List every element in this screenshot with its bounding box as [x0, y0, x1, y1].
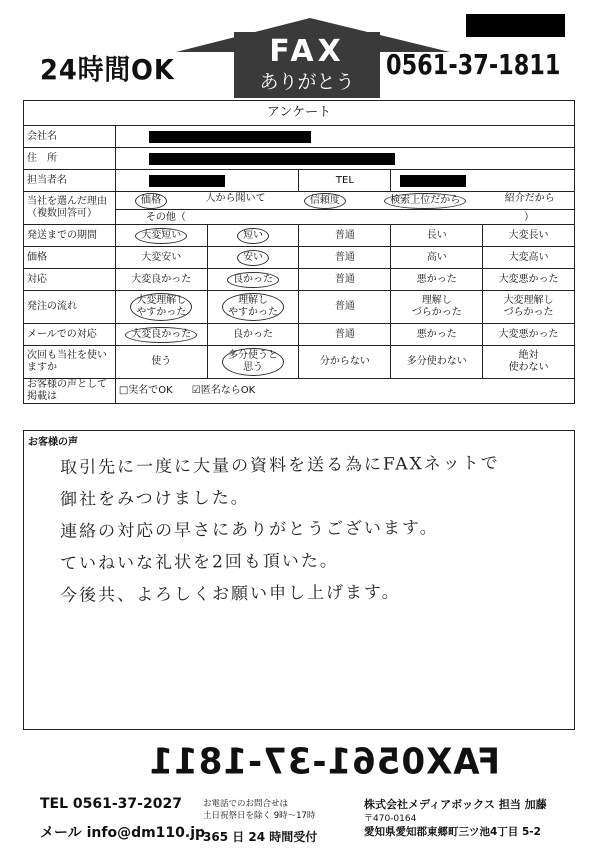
rating-option-cell — [207, 247, 299, 269]
footer-company: 株式会社メディアボックス 担当 加藤 — [364, 798, 547, 811]
rating-option-cell — [299, 225, 391, 247]
rating-option-cell — [483, 346, 575, 379]
rating-option[interactable]: 大変悪かった — [498, 328, 559, 340]
rating-option-cell — [115, 269, 207, 291]
rating-option-cell — [483, 225, 575, 247]
tel-field[interactable] — [391, 170, 575, 192]
survey-table — [23, 100, 575, 404]
rating-option[interactable]: 理解し づらかった — [411, 295, 462, 318]
rating-option-cell — [207, 291, 299, 324]
rating-option-cell — [115, 324, 207, 346]
rating-option[interactable]: 絶対 使わない — [508, 350, 549, 373]
rating-option[interactable]: 大変長い — [508, 229, 549, 241]
reason-options-line — [116, 193, 574, 209]
customer-voice-title: お客様の声 — [28, 437, 78, 448]
rating-option[interactable]: 大変良かった — [131, 273, 192, 285]
header-fax: FAX — [269, 34, 345, 69]
rating-option-cell — [299, 324, 391, 346]
reason-other-close: ） — [524, 211, 534, 223]
rating-option-cell — [299, 247, 391, 269]
rating-row — [24, 346, 575, 379]
rating-row-label: 発注の流れ — [24, 291, 116, 324]
rating-option[interactable]: 普通 — [334, 251, 355, 263]
rating-option-cell — [115, 247, 207, 269]
rating-option-cell — [207, 269, 299, 291]
rating-row — [24, 291, 575, 324]
rating-option[interactable]: 大変理解し やすかった — [130, 293, 192, 321]
address-field[interactable] — [115, 148, 574, 170]
rating-option-cell — [115, 291, 207, 324]
rating-option-cell — [299, 291, 391, 324]
voice-line: 連絡の対応の早さにありがとうございます。 — [59, 518, 439, 542]
footer-zip: 〒470-0164 — [364, 814, 417, 824]
rating-option[interactable]: 良かった — [233, 328, 274, 340]
voice-line: 取引先に一度に大量の資料を送る為にFAXネットで — [59, 453, 500, 478]
rating-option[interactable]: 大変理解し づらかった — [503, 295, 554, 318]
rating-option-cell — [299, 269, 391, 291]
reason-option[interactable]: 人から聞いて — [205, 192, 266, 204]
rating-option-cell — [483, 291, 575, 324]
rating-option-cell — [115, 346, 207, 379]
voice-line: 今後共、よろしくお願い申し上げます。 — [59, 582, 401, 606]
redaction-top — [466, 14, 565, 37]
rating-option[interactable]: 大変安い — [141, 251, 182, 263]
reason-options — [115, 192, 574, 225]
rating-option-cell — [391, 247, 483, 269]
voice-line: 御社をみつけました。 — [59, 488, 250, 510]
rating-option[interactable]: 分からない — [319, 356, 370, 367]
rating-row — [24, 324, 575, 346]
rating-option[interactable]: 大変悪かった — [498, 273, 559, 285]
footer-hours: 土日祝祭日を除く 9時〜17時 — [203, 811, 316, 821]
rating-option-cell — [207, 324, 299, 346]
rating-row-label: 次回も当社を使いますか — [24, 346, 116, 379]
company-label: 会社名 — [24, 126, 116, 148]
rating-option[interactable]: 普通 — [334, 273, 355, 285]
rating-option[interactable]: 短い — [237, 228, 269, 244]
rating-option[interactable]: 安い — [237, 250, 269, 266]
header-phone: 0561-37-1811 — [386, 48, 561, 81]
rating-option[interactable]: 長い — [426, 229, 447, 241]
rating-row-label: メールでの対応 — [24, 324, 116, 346]
customer-voice-box — [23, 430, 575, 730]
rating-option[interactable]: 大変短い — [135, 228, 187, 244]
rating-option[interactable]: 高い — [426, 251, 447, 263]
reason-option[interactable]: 検索上位だから — [384, 193, 466, 209]
voice-line: ていねいな礼状を2回も頂いた。 — [59, 551, 339, 574]
address-label: 住 所 — [24, 148, 116, 170]
header-thanks: ありがとう — [259, 71, 355, 93]
footer-inquiry: お電話でのお問合せは — [203, 799, 289, 809]
rating-option[interactable]: 多分使わない — [406, 356, 467, 367]
reason-option[interactable]: 信頼度 — [304, 193, 346, 209]
reason-option[interactable]: 価格 — [135, 193, 167, 209]
header-24h-badge: 24時間OK — [40, 53, 175, 86]
rating-option[interactable]: 大変高い — [508, 251, 549, 263]
rating-option[interactable]: 大変良かった — [125, 327, 197, 343]
rating-option[interactable]: 良かった — [227, 272, 279, 288]
rating-option[interactable]: 普通 — [334, 301, 355, 312]
publish-real-name-checkbox[interactable]: □実名でOK — [118, 385, 173, 396]
rating-option[interactable]: 多分使うと 思う — [222, 348, 284, 376]
rating-option[interactable]: 普通 — [334, 328, 355, 340]
rating-option[interactable]: 理解し やすかった — [222, 293, 284, 321]
tel-label: TEL — [299, 170, 391, 192]
rating-option-cell — [391, 291, 483, 324]
rating-rows — [24, 225, 575, 379]
rating-option-cell — [207, 346, 299, 379]
rating-option-cell — [299, 346, 391, 379]
rating-option[interactable]: 悪かった — [416, 273, 457, 285]
rating-option-cell — [483, 324, 575, 346]
contact-label: 担当者名 — [24, 170, 116, 192]
reason-option[interactable]: 紹介だから — [504, 192, 555, 204]
rating-option-cell — [483, 247, 575, 269]
rating-row — [24, 269, 575, 291]
footer-email[interactable]: メール info@dm110.jp — [40, 825, 206, 841]
reason-label: 当社を選んだ理由 （複数回答可） — [24, 192, 116, 225]
rating-row-label: 発送までの期間 — [24, 225, 116, 247]
rating-row-label: 価格 — [24, 247, 116, 269]
rating-row-label: 対応 — [24, 269, 116, 291]
footer-address: 愛知県愛知郡東郷町三ツ池4丁目 5-2 — [364, 826, 541, 838]
footer-tel: TEL 0561-37-2027 — [40, 796, 182, 812]
contact-field[interactable] — [115, 170, 299, 192]
publish-label: お客様の声として掲載は — [24, 379, 116, 404]
rating-option-cell — [391, 269, 483, 291]
rating-option-cell — [115, 225, 207, 247]
rating-option[interactable]: 悪かった — [416, 328, 457, 340]
rating-option[interactable]: 使う — [151, 356, 172, 367]
reason-other[interactable]: その他（ — [145, 211, 186, 223]
publish-options — [115, 379, 574, 404]
rating-row — [24, 247, 575, 269]
publish-anonymous-checkbox[interactable]: ☑匿名ならOK — [191, 385, 256, 396]
survey-title: アンケート — [24, 101, 575, 126]
rating-option-cell — [207, 225, 299, 247]
survey-form — [23, 100, 575, 430]
rating-option-cell — [391, 324, 483, 346]
rating-option-cell — [391, 346, 483, 379]
footer-24h: 365 日 24 時間受付 — [203, 830, 318, 844]
rating-row — [24, 225, 575, 247]
rating-option[interactable]: 普通 — [334, 229, 355, 241]
company-field[interactable] — [115, 126, 574, 148]
rating-option-cell — [483, 269, 575, 291]
mirrored-fax-number: FAX0561-37-1811 — [148, 741, 500, 783]
rating-option-cell — [391, 225, 483, 247]
